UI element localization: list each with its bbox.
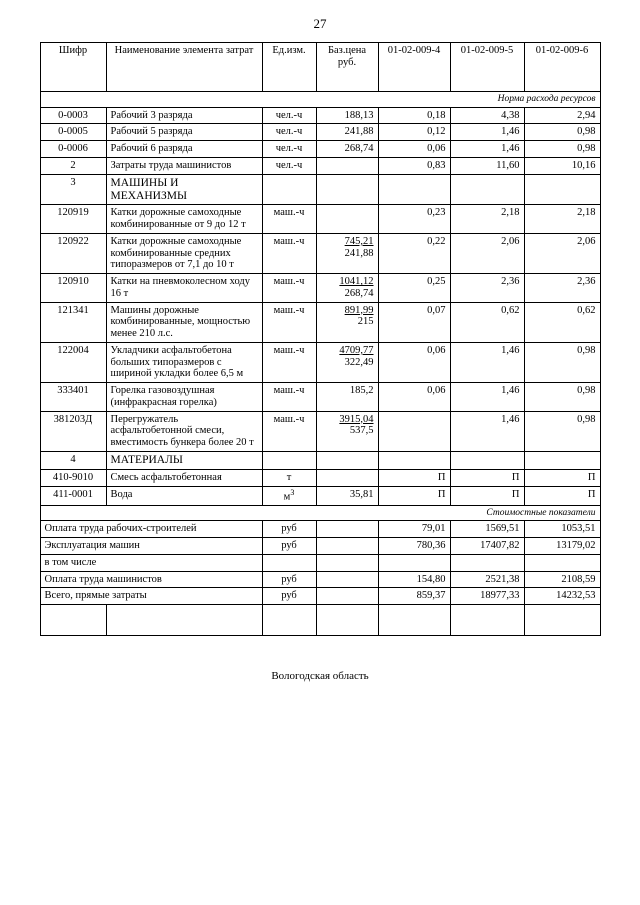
cell-value-1 xyxy=(378,451,450,469)
empty-cell xyxy=(450,605,524,636)
cost-label: Эксплуатация машин xyxy=(40,538,262,555)
cell-value-1: 0,22 xyxy=(378,233,450,273)
table-row xyxy=(40,274,600,303)
cell-value-2: П xyxy=(450,469,524,486)
cost-value-2: 1569,51 xyxy=(450,521,524,538)
cost-row-operator-labor xyxy=(40,571,600,588)
table-row xyxy=(40,342,600,382)
cell-unit: маш.-ч xyxy=(262,342,316,382)
cost-value-1: 859,37 xyxy=(378,588,450,605)
header-code-1: 01-02-009-4 xyxy=(378,43,450,92)
cell-value-1: 0,07 xyxy=(378,302,450,342)
cost-price xyxy=(316,521,378,538)
cell-value-1 xyxy=(378,174,450,205)
cell-value-3: 2,36 xyxy=(524,274,600,303)
table-row xyxy=(40,107,600,124)
cell-price: 241,88 xyxy=(316,124,378,141)
cost-unit xyxy=(262,554,316,571)
cost-unit: руб xyxy=(262,588,316,605)
cell-price xyxy=(316,233,378,273)
cell-value-2: 2,06 xyxy=(450,233,524,273)
empty-cell xyxy=(378,605,450,636)
empty-cell xyxy=(106,605,262,636)
cell-value-2 xyxy=(450,174,524,205)
cell-value-1: 0,18 xyxy=(378,107,450,124)
empty-cell xyxy=(40,605,106,636)
header-name: Наименование элемента затрат xyxy=(106,43,262,92)
table-row-empty xyxy=(40,605,600,636)
cell-value-2: 0,62 xyxy=(450,302,524,342)
cell-name: Катки дорожные самоходные комбинированные от 9 до 12 т xyxy=(106,205,262,234)
table-row xyxy=(40,411,600,451)
cell-value-3: 0,98 xyxy=(524,342,600,382)
cell-value-2: 11,60 xyxy=(450,157,524,174)
cost-label: в том числе xyxy=(40,554,262,571)
cell-price: 188,13 xyxy=(316,107,378,124)
cost-value-3 xyxy=(524,554,600,571)
cost-value-1: 154,80 xyxy=(378,571,450,588)
table-row-section-3 xyxy=(40,174,600,205)
cell-value-1: П xyxy=(378,486,450,505)
band-label-resources: Норма расхода ресурсов xyxy=(40,92,600,108)
cell-value-3: П xyxy=(524,486,600,505)
cell-value-3 xyxy=(524,451,600,469)
cell-unit: т xyxy=(262,469,316,486)
cell-shifr: 122004 xyxy=(40,342,106,382)
cost-value-3: 13179,02 xyxy=(524,538,600,555)
cell-unit: чел.-ч xyxy=(262,107,316,124)
cell-name: МАТЕРИАЛЫ xyxy=(106,451,262,469)
cell-shifr: 3 xyxy=(40,174,106,205)
cell-unit: чел.-ч xyxy=(262,124,316,141)
cell-name: Рабочий 6 разряда xyxy=(106,141,262,158)
cell-name: Затраты труда машинистов xyxy=(106,157,262,174)
cost-value-3: 1053,51 xyxy=(524,521,600,538)
table-row xyxy=(40,124,600,141)
cell-price: 185,2 xyxy=(316,383,378,412)
cell-value-1: П xyxy=(378,469,450,486)
cell-value-2: 2,36 xyxy=(450,274,524,303)
empty-cell xyxy=(524,605,600,636)
cost-price xyxy=(316,538,378,555)
cell-name: Катки дорожные самоходные комбинированные средних типоразмеров от 7,1 до 10 т xyxy=(106,233,262,273)
cell-value-1: 0,12 xyxy=(378,124,450,141)
header-unit: Ед.изм. xyxy=(262,43,316,92)
cell-price-salary: 322,49 xyxy=(344,356,374,368)
cell-shifr: 120922 xyxy=(40,233,106,273)
table-header xyxy=(40,43,600,92)
cell-unit: чел.-ч xyxy=(262,157,316,174)
cost-unit: руб xyxy=(262,538,316,555)
cost-label: Всего, прямые затраты xyxy=(40,588,262,605)
document-footer: Вологодская область xyxy=(271,670,369,683)
cell-value-2: 1,46 xyxy=(450,383,524,412)
cell-name: Рабочий 3 разряда xyxy=(106,107,262,124)
table-row-section-2 xyxy=(40,157,600,174)
band-row-resources xyxy=(40,92,600,108)
table-row xyxy=(40,141,600,158)
cell-price xyxy=(316,205,378,234)
cell-value-1: 0,06 xyxy=(378,141,450,158)
cost-row-including xyxy=(40,554,600,571)
table-row xyxy=(40,383,600,412)
cost-price xyxy=(316,588,378,605)
cost-value-1: 79,01 xyxy=(378,521,450,538)
cost-unit: руб xyxy=(262,521,316,538)
cost-value-2 xyxy=(450,554,524,571)
cell-shifr: 381203Д xyxy=(40,411,106,451)
cell-shifr: 0-0006 xyxy=(40,141,106,158)
cell-value-3: 0,98 xyxy=(524,124,600,141)
table-row xyxy=(40,205,600,234)
band-label-cost: Стоимостные показатели xyxy=(40,505,600,521)
header-code-2: 01-02-009-5 xyxy=(450,43,524,92)
cost-unit: руб xyxy=(262,571,316,588)
cell-price-base: 4709,77 xyxy=(339,344,374,356)
cell-shifr: 120910 xyxy=(40,274,106,303)
cell-price-salary: 268,74 xyxy=(344,287,374,299)
cell-price-salary: 215 xyxy=(357,316,374,328)
cell-value-3 xyxy=(524,174,600,205)
cell-value-1 xyxy=(378,411,450,451)
cost-row-total xyxy=(40,588,600,605)
cell-shifr: 121341 xyxy=(40,302,106,342)
cell-shifr: 120919 xyxy=(40,205,106,234)
empty-cell xyxy=(316,605,378,636)
cost-price xyxy=(316,554,378,571)
header-code-3: 01-02-009-6 xyxy=(524,43,600,92)
cell-value-3: 2,94 xyxy=(524,107,600,124)
cell-value-3: 0,98 xyxy=(524,383,600,412)
cost-value-3: 14232,53 xyxy=(524,588,600,605)
cell-price-base: 745,21 xyxy=(344,235,374,247)
cell-name: Рабочий 5 разряда xyxy=(106,124,262,141)
cell-value-2: 2,18 xyxy=(450,205,524,234)
cell-price-salary: 537,5 xyxy=(349,425,374,437)
cell-shifr: 411-0001 xyxy=(40,486,106,505)
cell-price xyxy=(316,411,378,451)
cell-value-1: 0,25 xyxy=(378,274,450,303)
cell-value-3: 2,18 xyxy=(524,205,600,234)
cell-price xyxy=(316,469,378,486)
cell-price xyxy=(316,342,378,382)
cost-value-3: 2108,59 xyxy=(524,571,600,588)
table-row-section-4 xyxy=(40,451,600,469)
cell-value-2: П xyxy=(450,486,524,505)
cell-price-salary: 241,88 xyxy=(344,247,374,259)
cell-value-3: 0,98 xyxy=(524,141,600,158)
empty-cell xyxy=(262,605,316,636)
cell-value-2: 4,38 xyxy=(450,107,524,124)
cell-unit xyxy=(262,174,316,205)
cell-name: Смесь асфальтобетонная xyxy=(106,469,262,486)
table-row xyxy=(40,302,600,342)
cost-value-2: 17407,82 xyxy=(450,538,524,555)
cell-value-3: 0,98 xyxy=(524,411,600,451)
unit-superscript: 3 xyxy=(290,487,295,497)
cost-value-1: 780,36 xyxy=(378,538,450,555)
cost-label: Оплата труда рабочих-строителей xyxy=(40,521,262,538)
table-row xyxy=(40,469,600,486)
cost-value-1 xyxy=(378,554,450,571)
cell-name: Катки на пневмоколесном ходу 16 т xyxy=(106,274,262,303)
cell-shifr: 2 xyxy=(40,157,106,174)
cell-name: Перегружатель асфальтобетонной смеси, вместимость бункера более 20 т xyxy=(106,411,262,451)
cell-value-1: 0,06 xyxy=(378,383,450,412)
cost-value-2: 18977,33 xyxy=(450,588,524,605)
cell-shifr: 333401 xyxy=(40,383,106,412)
cell-name: Укладчики асфальтобетона больших типоразмеров с шириной укладки более 6,5 м xyxy=(106,342,262,382)
cell-unit: маш.-ч xyxy=(262,233,316,273)
table-row xyxy=(40,486,600,505)
cell-value-2 xyxy=(450,451,524,469)
cell-unit: $м^3$ xyxy=(262,486,316,505)
cell-value-2: 1,46 xyxy=(450,411,524,451)
cell-price xyxy=(316,157,378,174)
cell-value-3: П xyxy=(524,469,600,486)
cell-name: Машины дорожные комбинированные, мощностью менее 210 л.с. xyxy=(106,302,262,342)
cell-unit: маш.-ч xyxy=(262,383,316,412)
cell-shifr: 0-0005 xyxy=(40,124,106,141)
cell-price xyxy=(316,174,378,205)
cell-shifr: 410-9010 xyxy=(40,469,106,486)
cell-value-1: 0,83 xyxy=(378,157,450,174)
cell-value-2: 1,46 xyxy=(450,124,524,141)
cell-value-3: 2,06 xyxy=(524,233,600,273)
page-number: 27 xyxy=(313,16,327,31)
cell-unit: маш.-ч xyxy=(262,411,316,451)
cost-price xyxy=(316,571,378,588)
cell-shifr: 4 xyxy=(40,451,106,469)
cell-value-3: 0,62 xyxy=(524,302,600,342)
cost-row-labor xyxy=(40,521,600,538)
cell-shifr: 0-0003 xyxy=(40,107,106,124)
cost-label: Оплата труда машинистов xyxy=(40,571,262,588)
band-row-cost xyxy=(40,505,600,521)
cell-value-1: 0,06 xyxy=(378,342,450,382)
cell-unit: маш.-ч xyxy=(262,205,316,234)
cell-unit xyxy=(262,451,316,469)
cell-value-2: 1,46 xyxy=(450,141,524,158)
cell-price: 268,74 xyxy=(316,141,378,158)
cell-name: МАШИНЫ И МЕХАНИЗМЫ xyxy=(106,174,262,205)
header-shifr: Шифр xyxy=(40,43,106,92)
cell-price: 35,81 xyxy=(316,486,378,505)
cost-value-2: 2521,38 xyxy=(450,571,524,588)
cell-price-base: 891,99 xyxy=(344,304,374,316)
cell-unit: чел.-ч xyxy=(262,141,316,158)
cell-value-2: 1,46 xyxy=(450,342,524,382)
table-row xyxy=(40,233,600,273)
cell-unit: маш.-ч xyxy=(262,274,316,303)
cell-price-base: 3915,04 xyxy=(339,413,374,425)
cell-price-base: 1041,12 xyxy=(339,276,374,288)
cell-unit: маш.-ч xyxy=(262,302,316,342)
header-row xyxy=(40,43,600,92)
cell-price xyxy=(316,274,378,303)
cost-estimate-table xyxy=(40,42,601,636)
cell-price xyxy=(316,302,378,342)
cell-value-1: 0,23 xyxy=(378,205,450,234)
cell-name: Вода xyxy=(106,486,262,505)
cell-value-3: 10,16 xyxy=(524,157,600,174)
cell-name: Горелка газовоздушная (инфракрасная горелка) xyxy=(106,383,262,412)
header-price: Баз.цена руб. xyxy=(316,43,378,92)
cost-row-machines xyxy=(40,538,600,555)
cell-price xyxy=(316,451,378,469)
